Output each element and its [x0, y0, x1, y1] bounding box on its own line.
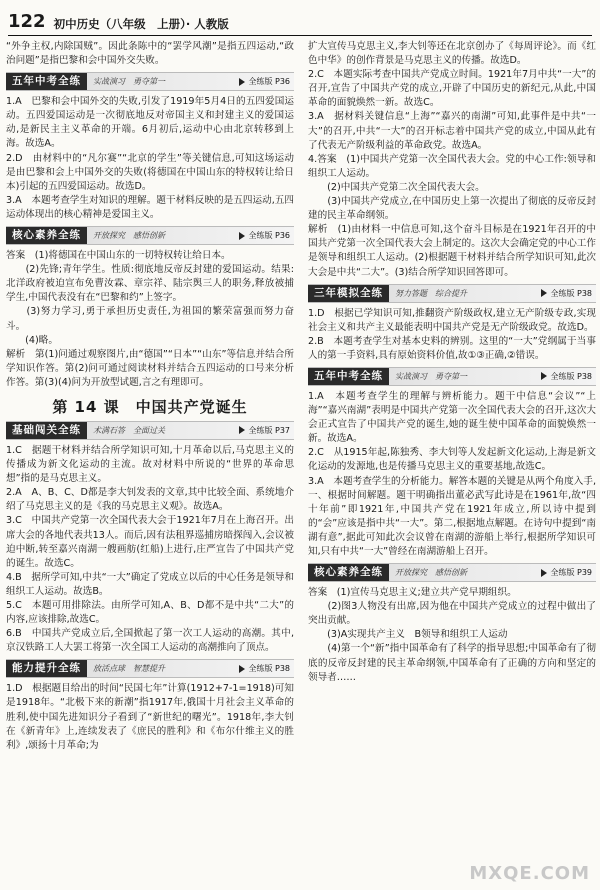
section-ref — [541, 371, 592, 382]
triangle-icon — [239, 232, 245, 240]
right-column — [308, 40, 596, 685]
triangle-icon — [541, 372, 547, 380]
section-header — [308, 563, 596, 582]
section-ref — [239, 230, 290, 241]
paragraph: (3)A实现共产主义 B领导和组织工人运动 — [308, 629, 508, 641]
section-header — [6, 421, 294, 440]
page-header — [8, 6, 592, 36]
paragraph: 1.C 据题干材料并结合所学知识可知,十月革命以后,马克思主义的传播成为新文化运动的主流。故对材料中所说的“世界的革命思想”指的是马克思主义。 — [6, 444, 294, 485]
paragraph: 扩大宣传马克思主义,李大钊等还在北京创办了《每周评论》。而《红色中华》的创作背景是马克思主义的传播。故选D。 — [308, 41, 596, 67]
paragraph: 3.A 据材料关键信息“上海”“嘉兴的南湖”可知,此事件是中共“一大”的召开,中共“一大”的召开标志着中国共产党的成立,中国从此有了代表无产阶级利益的革命政党。故选A。 — [308, 111, 596, 151]
ref-label: 全练版 P36 — [248, 77, 290, 87]
section-tag: 五年中考全练 — [6, 73, 87, 90]
paragraph: (2)先锋;青年学生。性质:彻底地反帝反封建的爱国运动。结果:北洋政府被迫宣布免曹汝霖、章宗祥、陆宗舆三人的职务,释放被捕学生,中国代表没有在“巴黎和约”上签字。 — [6, 264, 294, 304]
paragraph: (4)略。 — [6, 334, 58, 346]
paragraph: 2.B 本题考查学生对基本史料的辨别。这里的“一大”党纲属于当事人的第一手资料,具有原始资料价值,故①③正确,②错误。 — [308, 335, 596, 361]
book-title: 初中历史（八年级 上册）· 人教版 — [53, 17, 229, 31]
watermark: MXQE.COM — [469, 863, 590, 884]
triangle-icon — [239, 78, 245, 86]
section-motto: 开放探究 感悟创新 — [395, 568, 467, 578]
ref-label: 全练版 P38 — [550, 288, 592, 298]
paragraph: (2)中国共产党第二次全国代表大会。 — [308, 181, 485, 193]
section-motto: 术满石答 全面过关 — [93, 425, 165, 435]
paragraph: 4.B 据所学可知,中共“一大”确定了党成立以后的中心任务是领导和组织工人运动。故选B。 — [6, 571, 294, 597]
section-header — [308, 367, 596, 386]
triangle-icon — [541, 569, 547, 577]
paragraph: 解析 第(1)问通过观察图片,由“德国”“日本”“山东”等信息并结合所学知识作答。第(2)问可通过阅读材料并结合五四运动的口号来分析作答。第(3)(4)问为开放型试题,言之有理即可。 — [6, 348, 294, 388]
paragraph: 2.A A、B、C、D都是李大钊发表的文章,其中比较全面、系统地介绍了马克思主义的是《我的马克思主义观》。故选A。 — [6, 487, 294, 513]
paragraph: 答案 (1)宣传马克思主义;建立共产党早期组织。 — [308, 587, 517, 599]
section-ref — [239, 663, 290, 674]
section-tag: 核心素养全练 — [6, 227, 87, 244]
triangle-icon — [239, 426, 245, 434]
paragraph: 解析 (1)由材料一中信息可知,这个奋斗目标是在1921年召开的中国共产党第一次全国代表大会上制定的。这次大会确定党的中心工作是领导和组织工人运动。(2)根据题干材料并结合所学知识可知,此次大会是中共“二大”。(3)结合所学知识回答即可。 — [308, 224, 596, 278]
section-header — [6, 72, 294, 91]
section-header — [6, 659, 294, 678]
paragraph: 1.D 根据题目给出的时间“民国七年”计算(1912+7-1=1918)可知是1918年。“北极下来的新潮”指1917年,俄国十月社会主义革命的胜利,使中国先进知识分子看到了“新世纪的曙光”。1918年,李大钊在《新青年》上,连续发表了《庶民的胜利》和《布尔什维主义的胜利》,颂扬十月革命;为 — [6, 683, 294, 751]
left-column — [6, 40, 294, 753]
paragraph: 1.A 巴黎和会中国外交的失败,引发了1919年5月4日的五四爱国运动。五四爱国运动是一次彻底地反对帝国主义和封建主义的爱国运动,是新民主主义革命的开端。6月初后,运动中心由北京转移到上海。故选A。 — [6, 96, 294, 150]
section-motto: 开放探究 感悟创新 — [93, 231, 165, 241]
ref-label: 全练版 P37 — [248, 425, 290, 435]
paragraph: 4.答案 (1)中国共产党第一次全国代表大会。党的中心工作:领导和组织工人运动。 — [308, 153, 596, 179]
paragraph: (3)努力学习,勇于承担历史责任,为祖国的繁荣富强而努力奋斗。 — [6, 306, 294, 332]
ref-label: 全练版 P38 — [248, 664, 290, 674]
paragraph: 答案 (1)将德国在中国山东的一切特权转让给日本。 — [6, 250, 231, 262]
section-tag: 能力提升全练 — [6, 660, 87, 677]
section-ref — [239, 425, 290, 436]
lesson-title: 第 14 课 中国共产党诞生 — [52, 397, 248, 416]
section-motto: 实战演习 勇夺第一 — [395, 371, 467, 381]
paragraph: 3.A 本题考查学生的分析能力。解答本题的关键是从两个角度入手,一、根据时间解题。题干明确指出董必武写此诗是在1961年,故“四十年前”即1921年,中国共产党在1921年成立,所以诗中提到的“会”应该是指中共“一大”。第二,根据地点解题。在诗句中提到“南湖有意”,据此可知此次会议曾在南湖的游船上举行,根据所学知识可知,只有中共“一大”曾经在南湖游船上召开。 — [308, 475, 596, 557]
paragraph: (2)图3人物没有出席,因为他在中国共产党成立的过程中做出了突出贡献。 — [308, 601, 596, 627]
section-ref — [541, 567, 592, 578]
paragraph: 1.A 本题考查学生的理解与辨析能力。题干中信息“会议”“上海”“嘉兴南湖”表明是中国共产党第一次全国代表大会的召开,这次大会正式宣告了中国共产党的诞生,她的诞生使中国革命的面貌焕然一新。故选A。 — [308, 390, 596, 445]
section-motto: 放活点球 智慧提升 — [93, 664, 165, 674]
paragraph: 5.C 本题可用排除法。由所学可知,A、B、D都不是中共“二大”的内容,应该排除,故选C。 — [6, 600, 294, 626]
section-tag: 基础闯关全练 — [6, 422, 87, 439]
triangle-icon — [239, 665, 245, 673]
section-tag: 三年模拟全练 — [308, 285, 389, 302]
section-ref — [541, 288, 592, 299]
paragraph: 3.A 本题考查学生对知识的理解。题干材料反映的是五四运动,五四运动体现出的核心精神是爱国主义。 — [6, 194, 294, 220]
paragraph: 2.C 从1915年起,陈独秀、李大钊等人发起新文化运动,上海是新文化运动的发源地,也是传播马克思主义的重要基地,故选C。 — [308, 447, 596, 473]
paragraph: “外争主权,内除国贼”。因此条陈中的“罢学风潮”是指五四运动,“政治问题”是指巴黎和会中国外交失败。 — [6, 41, 294, 67]
section-header — [308, 284, 596, 303]
paragraph: 6.B 中国共产党成立后,全国掀起了第一次工人运动的高潮。其中,京汉铁路工人大罢工将第一次全国工人运动的高潮推向了顶点。 — [6, 628, 294, 654]
triangle-icon — [541, 289, 547, 297]
page-number: 122 — [8, 11, 46, 32]
ref-label: 全练版 P38 — [550, 371, 592, 381]
paragraph: 3.C 中国共产党第一次全国代表大会于1921年7月在上海召开。出席大会的各地代表共13人。而后,因有法租界巡捕房暗探闯入,会议被迫中断,转至嘉兴南湖一艘画舫(红船)上进行,庄严宣告了中国共产党的诞生。故选C。 — [6, 515, 294, 569]
section-tag: 核心素养全练 — [308, 564, 389, 581]
section-tag: 五年中考全练 — [308, 368, 389, 385]
section-motto: 实战演习 勇夺第一 — [93, 77, 165, 87]
section-header — [6, 226, 294, 245]
paragraph: (3)中国共产党成立,在中国历史上第一次提出了彻底的反帝反封建的民主革命纲领。 — [308, 196, 596, 222]
paragraph: (4)第一个“新”指中国革命有了科学的指导思想;中国革命有了彻底的反帝反封建的民主革命纲领,中国革命有了正确的方向和坚定的领导者…… — [308, 643, 596, 683]
ref-label: 全练版 P36 — [248, 231, 290, 241]
paragraph: 2.D 由材料中的“凡尔赛”“北京的学生”等关键信息,可知这场运动是由巴黎和会上中国外交的失败(将德国在中国山东的特权转让给日本)引起的五四爱国运动。故选D。 — [6, 152, 294, 192]
section-motto: 努力答题 综合提升 — [395, 288, 467, 298]
ref-label: 全练版 P39 — [550, 568, 592, 578]
paragraph: 2.C 本题实际考查中国共产党成立时间。1921年7月中共“一大”的召开,宣告了中国共产党的成立,开辟了中国历史的新纪元,从此,中国革命的面貌焕然一新。故选C。 — [308, 69, 596, 109]
section-ref — [239, 76, 290, 87]
paragraph: 1.D 根据已学知识可知,推翻资产阶级政权,建立无产阶级专政,实现社会主义和共产主义最能表明中国共产党是无产阶级政党。故选D。 — [308, 307, 596, 333]
